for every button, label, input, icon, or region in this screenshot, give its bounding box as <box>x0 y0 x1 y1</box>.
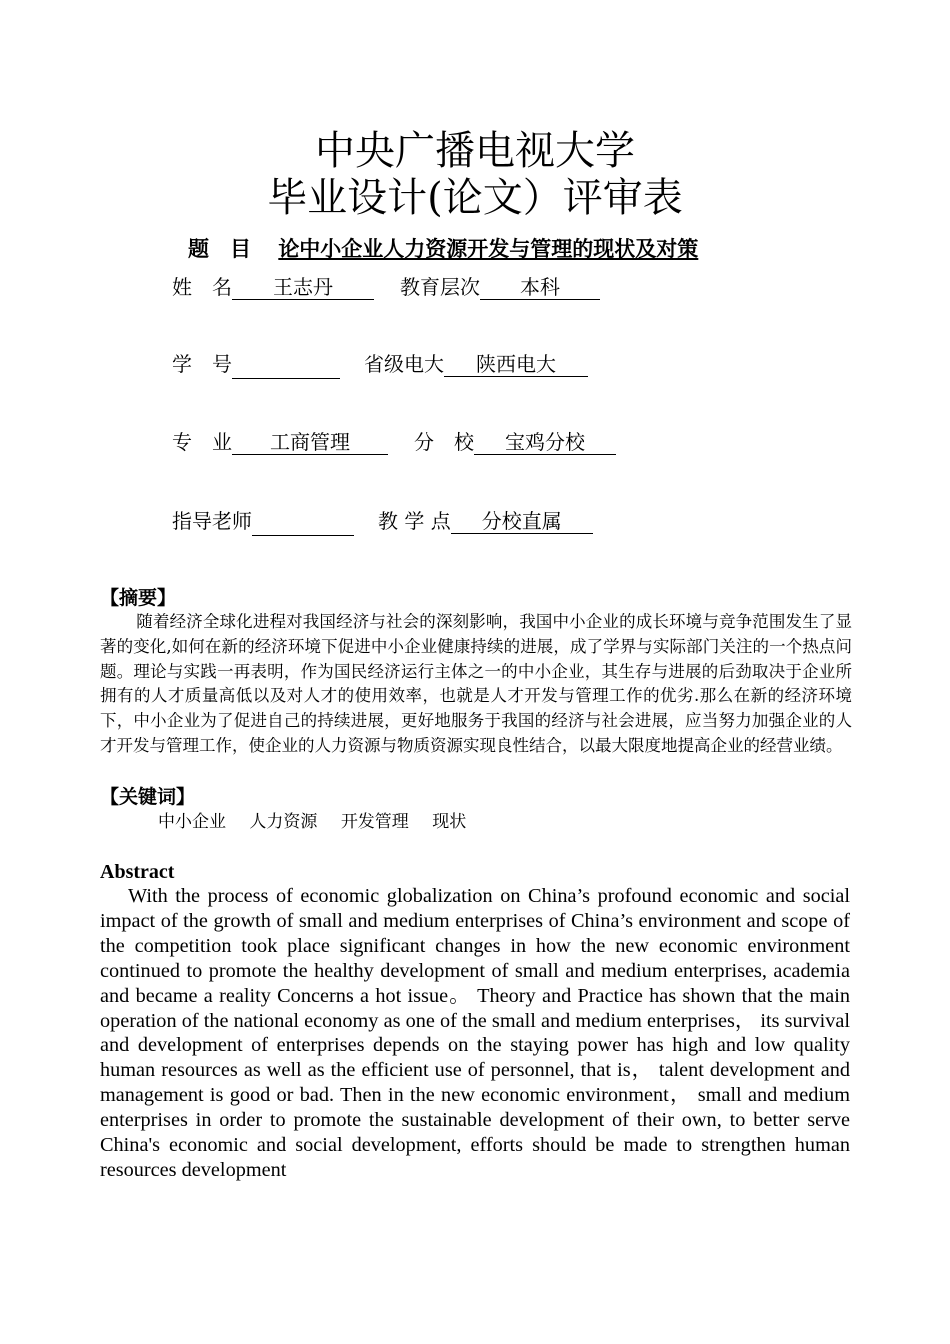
keywords-list <box>158 809 484 835</box>
field-row-major <box>172 427 616 457</box>
id-value <box>232 354 340 379</box>
abstract-en-text: With the process of economic globalization on China’s profound economic and social impact of the growth of small and medium enterprises of China’s environment and scope of the competition took place significant changes in how the new economic environment continued to promote the healthy development of small and medium enterprises, academia and became a reality Concerns a hot issue。 Theory and Practice has shown that the main operation of the national economy as one of the small and medium enterprises， its survival and development of enterprises depends on the staying power has high and low quality human resources as well as the efficient use of personnel, that is， talent development and management is good or bad. Then in the new economic environment， small and medium enterprises in order to promote the sustainable development of their own, to better serve China's economic and social development, efforts should be made to strengthen human resources development <box>100 885 850 1181</box>
topic-label: 题 目 <box>188 237 251 261</box>
abstract-cn-body <box>100 610 852 759</box>
abstract-en-heading: Abstract <box>100 861 175 883</box>
advisor-label: 指导老师 <box>172 509 252 533</box>
name-value: 王志丹 <box>232 275 374 300</box>
id-label: 学 号 <box>172 352 232 376</box>
field-row-name <box>172 272 600 302</box>
major-label: 专 业 <box>172 430 232 454</box>
abstract-cn-heading: 【摘要】 <box>100 587 177 609</box>
major-value: 工商管理 <box>232 430 388 455</box>
title-university: 中央广播电视大学 <box>315 128 635 174</box>
keyword-item: 现状 <box>432 812 467 832</box>
title-form-name: 毕业设计(论文）评审表 <box>267 175 683 221</box>
keyword-item: 中小企业 <box>158 812 226 832</box>
province-label: 省级电大 <box>364 352 444 376</box>
field-row-advisor <box>172 506 593 536</box>
keywords-heading: 【关键词】 <box>100 786 196 808</box>
field-row-id <box>172 349 588 379</box>
level-label: 教育层次 <box>400 275 480 299</box>
branch-label: 分 校 <box>414 430 474 454</box>
keyword-item: 开发管理 <box>340 812 409 832</box>
topic-value: 论中小企业人力资源开发与管理的现状及对策 <box>278 237 699 261</box>
point-value: 分校直属 <box>451 509 593 534</box>
advisor-value <box>252 511 354 536</box>
branch-value: 宝鸡分校 <box>474 430 616 455</box>
level-value: 本科 <box>480 275 600 300</box>
name-label: 姓 名 <box>172 275 232 299</box>
keyword-item: 人力资源 <box>249 812 318 832</box>
topic-row <box>188 234 698 264</box>
abstract-en-body <box>100 884 850 1183</box>
point-label: 教 学 点 <box>378 509 451 533</box>
abstract-cn-text: 随着经济全球化进程对我国经济与社会的深刻影响，我国中小企业的成长环境与竞争范围发生了显著的变化,如何在新的经济环境下促进中小企业健康持续的进展，成了学界与实际部门关注的一个热点问题。理论与实践一再表明，作为国民经济运行主体之一的中小企业，其生存与进展的后劲取决于企业所拥有的人才质量高低以及对人才的使用效率，也就是人才开发与管理工作的优劣.那么在新的经济环境下，中小企业为了促进自己的持续进展，更好地服务于我国的经济与社会进展，应当努力加强企业的人才开发与管理工作，使企业的人力资源与物质资源实现良性结合，以最大限度地提高企业的经营业绩。 <box>100 612 852 755</box>
province-value: 陕西电大 <box>444 352 588 377</box>
